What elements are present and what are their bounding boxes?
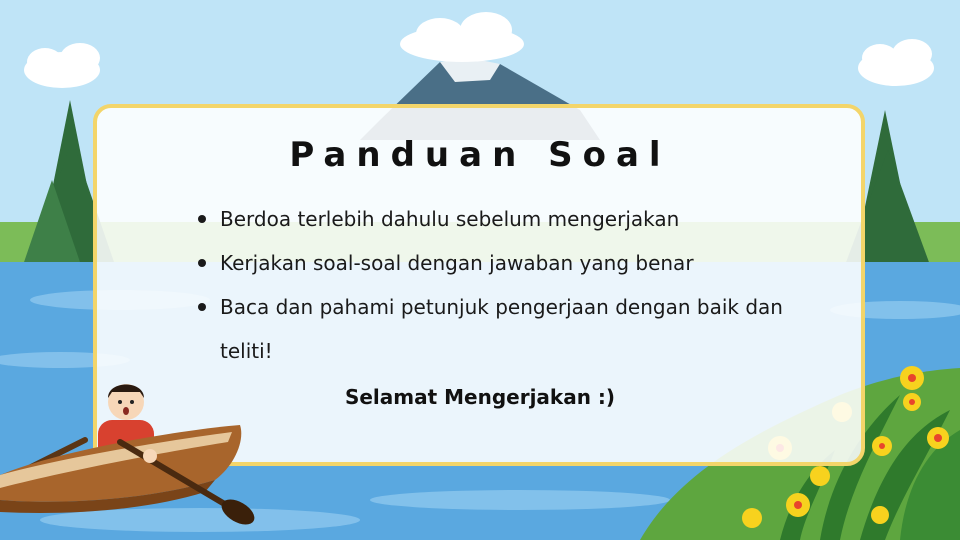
- page-title: Panduan Soal: [289, 135, 671, 175]
- boy-in-boat-illustration: [0, 380, 260, 540]
- closing-message: Selamat Mengerjakan :): [344, 385, 616, 409]
- instruction-item: Berdoa terlebih dahulu sebelum mengerjakan: [198, 197, 820, 241]
- instruction-item: Baca dan pahami petunjuk pengerjaan dengan baik dan teliti!: [198, 285, 820, 373]
- instruction-item: Kerjakan soal-soal dengan jawaban yang benar: [198, 241, 820, 285]
- instruction-list: [198, 197, 820, 373]
